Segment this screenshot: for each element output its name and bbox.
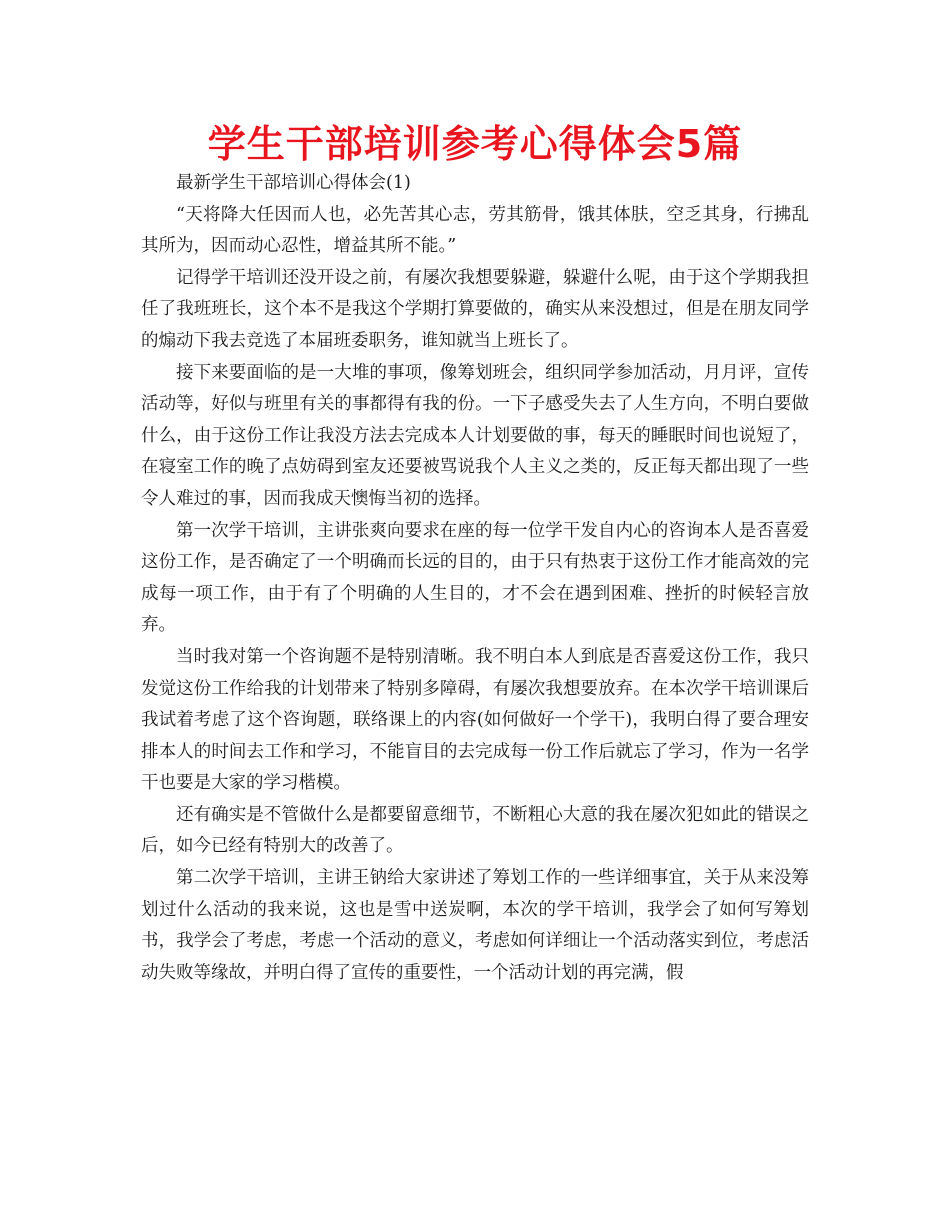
paragraph-subtitle: 最新学生干部培训心得体会(1) — [176, 173, 411, 193]
paragraph: 还有确实是不管做什么是都要留意细节，不断粗心大意的我在屡次犯如此的错误之后，如今已经有特别大的改善了。 — [141, 804, 809, 857]
paragraph: 第二次学干培训，主讲王钠给大家讲述了筹划工作的一些详细事宜，关于从来没筹划过什么活动的我来说，这也是雪中送炭啊，本次的学干培训，我学会了如何写筹划书，我学会了考虑，考虑一个活动的意义，考虑如何详细让一个活动落实到位，考虑活动失败等缘故，并明白得了宣传的重要性，一个活动计划的再完满，假 — [141, 868, 809, 983]
paragraph-quote: “天将降大任因而人也，必先苦其心志，劳其筋骨，饿其体肤，空乏其身，行拂乱其所为，因而动心忍性，增益其所不能。” — [141, 204, 809, 257]
document-title: 学生干部培训参考心得体会5篇 — [207, 122, 743, 166]
document-body — [141, 168, 809, 989]
paragraph: 当时我对第一个咨询题不是特别清晰。我不明白本人到底是否喜爱这份工作，我只发觉这份工作给我的计划带来了特别多障碍，有屡次我想要放弃。在本次学干培训课后我试着考虑了这个咨询题，联络课上的内容(如何做好一个学干)，我明白得了要合理安排本人的时间去工作和学习，不能盲目的去完成每一份工作后就忘了学习，作为一名学干也要是大家的学习楷模。 — [141, 646, 809, 794]
paragraph: 第一次学干培训，主讲张爽向要求在座的每一位学干发自内心的咨询本人是否喜爱这份工作，是否确定了一个明确而长远的目的，由于只有热衷于这份工作才能高效的完成每一项工作，由于有了个明确的人生目的，才不会在遇到困难、挫折的时候轻言放弃。 — [141, 520, 809, 636]
paragraph: 记得学干培训还没开设之前，有屡次我想要躲避，躲避什么呢，由于这个学期我担任了我班班长，这个本不是我这个学期打算要做的，确实从来没想过，但是在朋友同学的煽动下我去竞选了本届班委职务，谁知就当上班长了。 — [141, 267, 809, 351]
paragraph: 接下来要面临的是一大堆的事项，像筹划班会，组织同学参加活动，月月评，宣传活动等，好似与班里有关的事都得有我的份。一下子感受失去了人生方向，不明白要做什么，由于这份工作让我没方法去完成本人计划要做的事，每天的睡眠时间也说短了，在寝室工作的晚了点妨碍到室友还要被骂说我个人主义之类的，反正每天都出现了一些令人难过的事，因而我成天懊悔当初的选择。 — [141, 362, 809, 509]
